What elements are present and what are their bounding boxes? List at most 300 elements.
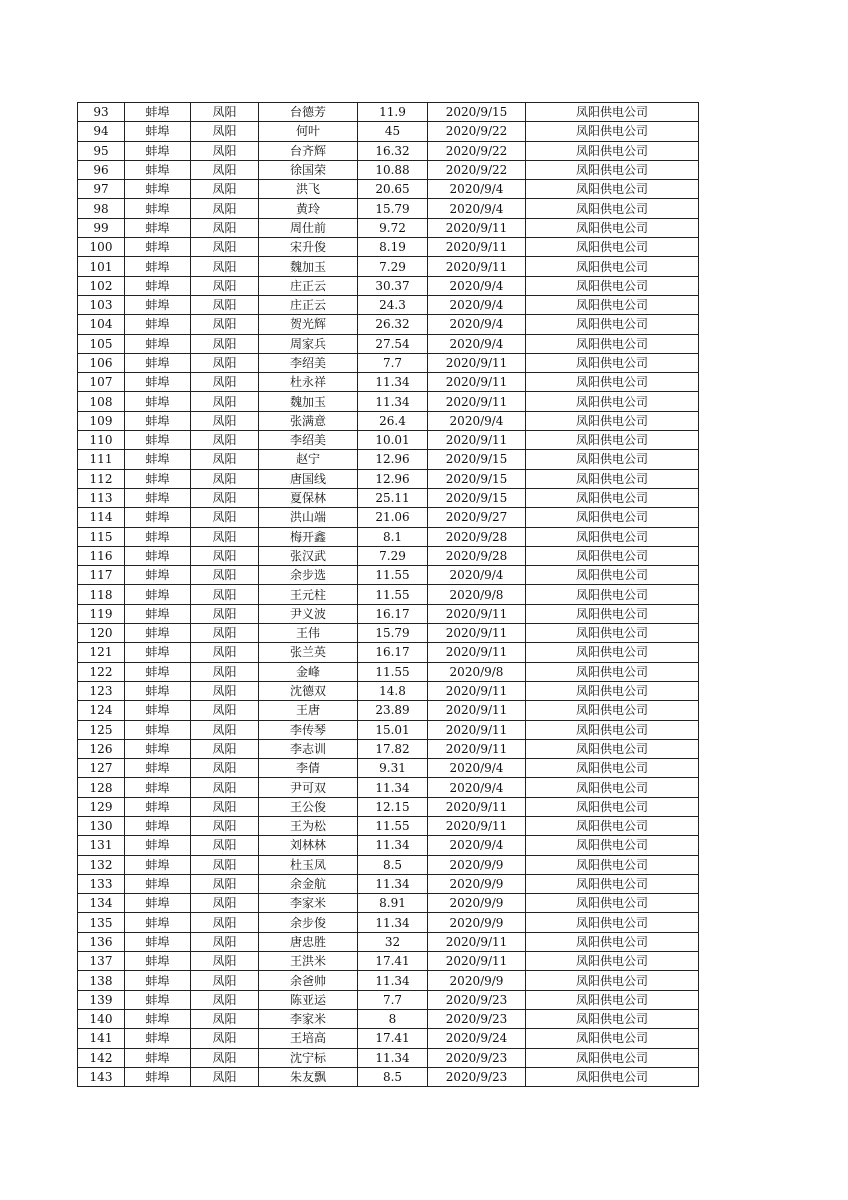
city-cell: 蚌埠 (125, 624, 191, 643)
county-cell: 凤阳 (191, 257, 259, 276)
date-cell: 2020/9/11 (428, 797, 526, 816)
city-cell: 蚌埠 (125, 546, 191, 565)
table-row (78, 913, 699, 932)
date-cell: 2020/9/11 (428, 392, 526, 411)
date-cell: 2020/9/15 (428, 103, 526, 122)
county-cell: 凤阳 (191, 295, 259, 314)
name-cell: 庄正云 (259, 295, 358, 314)
company-cell: 凤阳供电公司 (526, 450, 699, 469)
date-cell: 2020/9/11 (428, 681, 526, 700)
county-cell: 凤阳 (191, 315, 259, 334)
date-cell: 2020/9/4 (428, 334, 526, 353)
row-number-cell: 114 (78, 508, 125, 527)
table-row (78, 720, 699, 739)
company-cell: 凤阳供电公司 (526, 276, 699, 295)
name-cell: 尹义波 (259, 604, 358, 623)
name-cell: 李传琴 (259, 720, 358, 739)
company-cell: 凤阳供电公司 (526, 643, 699, 662)
name-cell: 王元柱 (259, 585, 358, 604)
city-cell: 蚌埠 (125, 604, 191, 623)
company-cell: 凤阳供电公司 (526, 701, 699, 720)
city-cell: 蚌埠 (125, 1029, 191, 1048)
date-cell: 2020/9/28 (428, 546, 526, 565)
date-cell: 2020/9/4 (428, 566, 526, 585)
company-cell: 凤阳供电公司 (526, 739, 699, 758)
amount-cell: 17.41 (358, 952, 428, 971)
amount-cell: 14.8 (358, 681, 428, 700)
city-cell: 蚌埠 (125, 180, 191, 199)
date-cell: 2020/9/4 (428, 411, 526, 430)
amount-cell: 8.5 (358, 855, 428, 874)
amount-cell: 11.34 (358, 1048, 428, 1067)
table-row (78, 1067, 699, 1086)
city-cell: 蚌埠 (125, 701, 191, 720)
county-cell: 凤阳 (191, 778, 259, 797)
row-number-cell: 135 (78, 913, 125, 932)
date-cell: 2020/9/4 (428, 199, 526, 218)
table-row (78, 971, 699, 990)
table-row (78, 855, 699, 874)
company-cell: 凤阳供电公司 (526, 315, 699, 334)
date-cell: 2020/9/4 (428, 759, 526, 778)
county-cell: 凤阳 (191, 836, 259, 855)
county-cell: 凤阳 (191, 392, 259, 411)
city-cell: 蚌埠 (125, 952, 191, 971)
name-cell: 周仕前 (259, 218, 358, 237)
row-number-cell: 106 (78, 353, 125, 372)
row-number-cell: 120 (78, 624, 125, 643)
name-cell: 徐国荣 (259, 160, 358, 179)
city-cell: 蚌埠 (125, 276, 191, 295)
county-cell: 凤阳 (191, 855, 259, 874)
row-number-cell: 134 (78, 894, 125, 913)
name-cell: 陈亚运 (259, 990, 358, 1009)
amount-cell: 8.1 (358, 527, 428, 546)
city-cell: 蚌埠 (125, 643, 191, 662)
county-cell: 凤阳 (191, 604, 259, 623)
amount-cell: 9.31 (358, 759, 428, 778)
amount-cell: 23.89 (358, 701, 428, 720)
city-cell: 蚌埠 (125, 990, 191, 1009)
city-cell: 蚌埠 (125, 103, 191, 122)
company-cell: 凤阳供电公司 (526, 508, 699, 527)
company-cell: 凤阳供电公司 (526, 160, 699, 179)
company-cell: 凤阳供电公司 (526, 816, 699, 835)
row-number-cell: 97 (78, 180, 125, 199)
name-cell: 张兰英 (259, 643, 358, 662)
company-cell: 凤阳供电公司 (526, 836, 699, 855)
table-row (78, 411, 699, 430)
county-cell: 凤阳 (191, 1029, 259, 1048)
amount-cell: 12.96 (358, 450, 428, 469)
name-cell: 唐忠胜 (259, 932, 358, 951)
date-cell: 2020/9/9 (428, 894, 526, 913)
name-cell: 李绍美 (259, 431, 358, 450)
county-cell: 凤阳 (191, 334, 259, 353)
city-cell: 蚌埠 (125, 122, 191, 141)
row-number-cell: 104 (78, 315, 125, 334)
date-cell: 2020/9/4 (428, 315, 526, 334)
row-number-cell: 127 (78, 759, 125, 778)
name-cell: 王培高 (259, 1029, 358, 1048)
company-cell: 凤阳供电公司 (526, 546, 699, 565)
amount-cell: 15.01 (358, 720, 428, 739)
date-cell: 2020/9/11 (428, 431, 526, 450)
name-cell: 张汉武 (259, 546, 358, 565)
name-cell: 魏加玉 (259, 392, 358, 411)
amount-cell: 8.5 (358, 1067, 428, 1086)
row-number-cell: 140 (78, 1009, 125, 1028)
name-cell: 王公俊 (259, 797, 358, 816)
table-row (78, 160, 699, 179)
amount-cell: 26.32 (358, 315, 428, 334)
county-cell: 凤阳 (191, 566, 259, 585)
records-table (77, 102, 699, 1087)
amount-cell: 17.41 (358, 1029, 428, 1048)
table-row (78, 334, 699, 353)
company-cell: 凤阳供电公司 (526, 1009, 699, 1028)
county-cell: 凤阳 (191, 701, 259, 720)
table-row (78, 527, 699, 546)
amount-cell: 12.96 (358, 469, 428, 488)
city-cell: 蚌埠 (125, 527, 191, 546)
row-number-cell: 126 (78, 739, 125, 758)
county-cell: 凤阳 (191, 913, 259, 932)
amount-cell: 11.9 (358, 103, 428, 122)
city-cell: 蚌埠 (125, 450, 191, 469)
row-number-cell: 132 (78, 855, 125, 874)
company-cell: 凤阳供电公司 (526, 913, 699, 932)
county-cell: 凤阳 (191, 1009, 259, 1028)
row-number-cell: 143 (78, 1067, 125, 1086)
name-cell: 沈宁标 (259, 1048, 358, 1067)
table-row (78, 315, 699, 334)
table-row (78, 508, 699, 527)
amount-cell: 16.32 (358, 141, 428, 160)
amount-cell: 24.3 (358, 295, 428, 314)
row-number-cell: 131 (78, 836, 125, 855)
name-cell: 李家米 (259, 1009, 358, 1028)
company-cell: 凤阳供电公司 (526, 295, 699, 314)
company-cell: 凤阳供电公司 (526, 952, 699, 971)
county-cell: 凤阳 (191, 276, 259, 295)
city-cell: 蚌埠 (125, 1048, 191, 1067)
company-cell: 凤阳供电公司 (526, 238, 699, 257)
name-cell: 李家米 (259, 894, 358, 913)
county-cell: 凤阳 (191, 103, 259, 122)
county-cell: 凤阳 (191, 160, 259, 179)
company-cell: 凤阳供电公司 (526, 527, 699, 546)
name-cell: 李绍美 (259, 353, 358, 372)
amount-cell: 45 (358, 122, 428, 141)
name-cell: 赵宁 (259, 450, 358, 469)
row-number-cell: 141 (78, 1029, 125, 1048)
company-cell: 凤阳供电公司 (526, 855, 699, 874)
name-cell: 朱友飘 (259, 1067, 358, 1086)
table-row (78, 701, 699, 720)
row-number-cell: 98 (78, 199, 125, 218)
date-cell: 2020/9/11 (428, 643, 526, 662)
city-cell: 蚌埠 (125, 353, 191, 372)
county-cell: 凤阳 (191, 527, 259, 546)
amount-cell: 10.01 (358, 431, 428, 450)
amount-cell: 11.55 (358, 566, 428, 585)
name-cell: 王唐 (259, 701, 358, 720)
date-cell: 2020/9/24 (428, 1029, 526, 1048)
date-cell: 2020/9/4 (428, 778, 526, 797)
city-cell: 蚌埠 (125, 218, 191, 237)
name-cell: 何叶 (259, 122, 358, 141)
company-cell: 凤阳供电公司 (526, 1067, 699, 1086)
date-cell: 2020/9/9 (428, 855, 526, 874)
city-cell: 蚌埠 (125, 816, 191, 835)
city-cell: 蚌埠 (125, 585, 191, 604)
date-cell: 2020/9/11 (428, 373, 526, 392)
city-cell: 蚌埠 (125, 257, 191, 276)
row-number-cell: 110 (78, 431, 125, 450)
city-cell: 蚌埠 (125, 238, 191, 257)
name-cell: 李志训 (259, 739, 358, 758)
row-number-cell: 118 (78, 585, 125, 604)
name-cell: 余金航 (259, 874, 358, 893)
date-cell: 2020/9/23 (428, 990, 526, 1009)
row-number-cell: 102 (78, 276, 125, 295)
company-cell: 凤阳供电公司 (526, 334, 699, 353)
table-row (78, 990, 699, 1009)
row-number-cell: 129 (78, 797, 125, 816)
amount-cell: 15.79 (358, 199, 428, 218)
county-cell: 凤阳 (191, 624, 259, 643)
date-cell: 2020/9/8 (428, 585, 526, 604)
county-cell: 凤阳 (191, 681, 259, 700)
company-cell: 凤阳供电公司 (526, 373, 699, 392)
county-cell: 凤阳 (191, 894, 259, 913)
row-number-cell: 95 (78, 141, 125, 160)
company-cell: 凤阳供电公司 (526, 122, 699, 141)
date-cell: 2020/9/4 (428, 180, 526, 199)
table-row (78, 122, 699, 141)
table-row (78, 952, 699, 971)
city-cell: 蚌埠 (125, 874, 191, 893)
row-number-cell: 101 (78, 257, 125, 276)
amount-cell: 8.19 (358, 238, 428, 257)
date-cell: 2020/9/11 (428, 604, 526, 623)
company-cell: 凤阳供电公司 (526, 797, 699, 816)
company-cell: 凤阳供电公司 (526, 759, 699, 778)
table-row (78, 546, 699, 565)
date-cell: 2020/9/11 (428, 257, 526, 276)
date-cell: 2020/9/23 (428, 1067, 526, 1086)
company-cell: 凤阳供电公司 (526, 199, 699, 218)
date-cell: 2020/9/9 (428, 971, 526, 990)
row-number-cell: 142 (78, 1048, 125, 1067)
date-cell: 2020/9/22 (428, 141, 526, 160)
table-row (78, 180, 699, 199)
date-cell: 2020/9/4 (428, 836, 526, 855)
county-cell: 凤阳 (191, 450, 259, 469)
row-number-cell: 122 (78, 662, 125, 681)
company-cell: 凤阳供电公司 (526, 1029, 699, 1048)
company-cell: 凤阳供电公司 (526, 566, 699, 585)
city-cell: 蚌埠 (125, 797, 191, 816)
row-number-cell: 119 (78, 604, 125, 623)
company-cell: 凤阳供电公司 (526, 257, 699, 276)
city-cell: 蚌埠 (125, 160, 191, 179)
amount-cell: 11.55 (358, 662, 428, 681)
name-cell: 王为松 (259, 816, 358, 835)
amount-cell: 32 (358, 932, 428, 951)
name-cell: 余步俊 (259, 913, 358, 932)
county-cell: 凤阳 (191, 469, 259, 488)
amount-cell: 11.55 (358, 816, 428, 835)
table-row (78, 218, 699, 237)
name-cell: 王伟 (259, 624, 358, 643)
name-cell: 金峰 (259, 662, 358, 681)
date-cell: 2020/9/9 (428, 913, 526, 932)
name-cell: 黄玲 (259, 199, 358, 218)
name-cell: 周家兵 (259, 334, 358, 353)
table-row (78, 488, 699, 507)
county-cell: 凤阳 (191, 122, 259, 141)
company-cell: 凤阳供电公司 (526, 103, 699, 122)
city-cell: 蚌埠 (125, 1067, 191, 1086)
table-row (78, 392, 699, 411)
date-cell: 2020/9/8 (428, 662, 526, 681)
county-cell: 凤阳 (191, 932, 259, 951)
amount-cell: 11.55 (358, 585, 428, 604)
table-row (78, 373, 699, 392)
county-cell: 凤阳 (191, 218, 259, 237)
city-cell: 蚌埠 (125, 295, 191, 314)
amount-cell: 7.29 (358, 546, 428, 565)
date-cell: 2020/9/11 (428, 932, 526, 951)
table-row (78, 585, 699, 604)
amount-cell: 26.4 (358, 411, 428, 430)
row-number-cell: 94 (78, 122, 125, 141)
city-cell: 蚌埠 (125, 315, 191, 334)
company-cell: 凤阳供电公司 (526, 1048, 699, 1067)
table-row (78, 141, 699, 160)
company-cell: 凤阳供电公司 (526, 585, 699, 604)
row-number-cell: 111 (78, 450, 125, 469)
city-cell: 蚌埠 (125, 894, 191, 913)
city-cell: 蚌埠 (125, 431, 191, 450)
city-cell: 蚌埠 (125, 662, 191, 681)
name-cell: 王洪米 (259, 952, 358, 971)
date-cell: 2020/9/11 (428, 952, 526, 971)
name-cell: 刘林林 (259, 836, 358, 855)
table-row (78, 238, 699, 257)
table-row (78, 778, 699, 797)
row-number-cell: 115 (78, 527, 125, 546)
city-cell: 蚌埠 (125, 720, 191, 739)
table-row (78, 894, 699, 913)
amount-cell: 15.79 (358, 624, 428, 643)
records-table-body (78, 103, 699, 1087)
date-cell: 2020/9/11 (428, 353, 526, 372)
county-cell: 凤阳 (191, 373, 259, 392)
date-cell: 2020/9/27 (428, 508, 526, 527)
company-cell: 凤阳供电公司 (526, 932, 699, 951)
name-cell: 夏保林 (259, 488, 358, 507)
table-row (78, 353, 699, 372)
company-cell: 凤阳供电公司 (526, 720, 699, 739)
date-cell: 2020/9/22 (428, 122, 526, 141)
amount-cell: 8 (358, 1009, 428, 1028)
company-cell: 凤阳供电公司 (526, 894, 699, 913)
row-number-cell: 137 (78, 952, 125, 971)
table-row (78, 257, 699, 276)
name-cell: 杜玉凤 (259, 855, 358, 874)
table-row (78, 1009, 699, 1028)
date-cell: 2020/9/11 (428, 701, 526, 720)
name-cell: 宋升俊 (259, 238, 358, 257)
county-cell: 凤阳 (191, 971, 259, 990)
row-number-cell: 130 (78, 816, 125, 835)
city-cell: 蚌埠 (125, 141, 191, 160)
county-cell: 凤阳 (191, 141, 259, 160)
company-cell: 凤阳供电公司 (526, 624, 699, 643)
company-cell: 凤阳供电公司 (526, 874, 699, 893)
table-row (78, 604, 699, 623)
date-cell: 2020/9/28 (428, 527, 526, 546)
table-row (78, 1048, 699, 1067)
amount-cell: 11.34 (358, 392, 428, 411)
city-cell: 蚌埠 (125, 778, 191, 797)
name-cell: 张满意 (259, 411, 358, 430)
name-cell: 沈德双 (259, 681, 358, 700)
amount-cell: 8.91 (358, 894, 428, 913)
row-number-cell: 121 (78, 643, 125, 662)
table-row (78, 624, 699, 643)
row-number-cell: 96 (78, 160, 125, 179)
table-row (78, 469, 699, 488)
table-row (78, 276, 699, 295)
name-cell: 台齐辉 (259, 141, 358, 160)
city-cell: 蚌埠 (125, 411, 191, 430)
county-cell: 凤阳 (191, 662, 259, 681)
row-number-cell: 107 (78, 373, 125, 392)
county-cell: 凤阳 (191, 759, 259, 778)
table-row (78, 431, 699, 450)
county-cell: 凤阳 (191, 411, 259, 430)
company-cell: 凤阳供电公司 (526, 392, 699, 411)
amount-cell: 30.37 (358, 276, 428, 295)
company-cell: 凤阳供电公司 (526, 604, 699, 623)
city-cell: 蚌埠 (125, 334, 191, 353)
date-cell: 2020/9/11 (428, 720, 526, 739)
name-cell: 魏加玉 (259, 257, 358, 276)
city-cell: 蚌埠 (125, 1009, 191, 1028)
county-cell: 凤阳 (191, 546, 259, 565)
amount-cell: 16.17 (358, 604, 428, 623)
county-cell: 凤阳 (191, 816, 259, 835)
row-number-cell: 128 (78, 778, 125, 797)
company-cell: 凤阳供电公司 (526, 411, 699, 430)
county-cell: 凤阳 (191, 874, 259, 893)
city-cell: 蚌埠 (125, 469, 191, 488)
city-cell: 蚌埠 (125, 373, 191, 392)
row-number-cell: 93 (78, 103, 125, 122)
city-cell: 蚌埠 (125, 199, 191, 218)
amount-cell: 9.72 (358, 218, 428, 237)
amount-cell: 7.29 (358, 257, 428, 276)
row-number-cell: 125 (78, 720, 125, 739)
county-cell: 凤阳 (191, 508, 259, 527)
company-cell: 凤阳供电公司 (526, 681, 699, 700)
amount-cell: 7.7 (358, 990, 428, 1009)
row-number-cell: 108 (78, 392, 125, 411)
